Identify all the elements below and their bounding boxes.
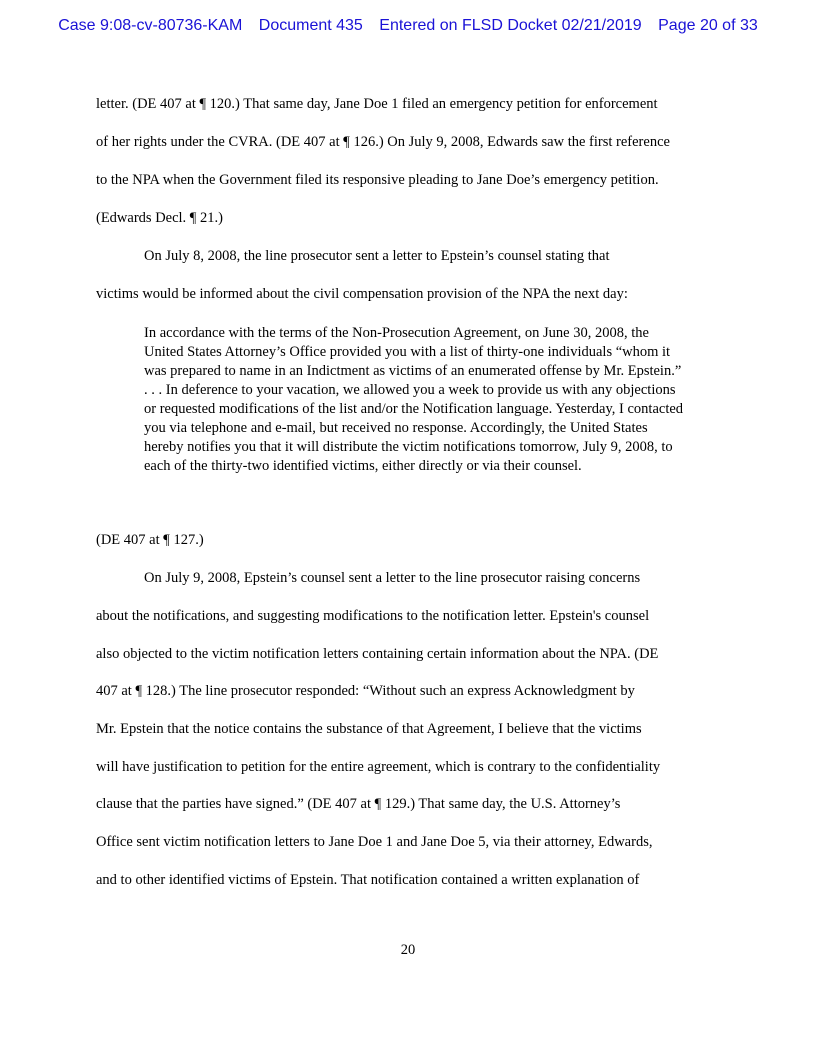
quote-citation: (DE 407 at ¶ 127.) (96, 532, 204, 548)
block-quote: In accordance with the terms of the Non-Prosecution Agreement, on June 30, 2008, the United States Attorney’s Office provided you with a list of thirty-one individuals “whom it was prepared to name in an Indictment as victims of an enumerated offense by Mr. Epstein.” . . . In deference to your vacation, we allowed you a week to provide us with any objections or requested modifications of the list and/or the Notification language. Yesterday, I contacted you via telephone and e-mail, but received no response. Accordingly, the United States hereby notifies you that it will distribute the victim notifications tomorrow, July 9, 2008, to each of the thirty-two identified victims, either directly or via their counsel. (144, 325, 684, 474)
text-line: letter. (DE 407 at ¶ 120.) That same day, Jane Doe 1 filed an emergency petition for enforcement (96, 96, 658, 112)
docket-header (0, 17, 816, 35)
text-line: will have justification to petition for the entire agreement, which is contrary to the confidentiality (96, 759, 661, 775)
text-line: to the NPA when the Government filed its responsive pleading to Jane Doe’s emergency petition. (96, 172, 659, 188)
text-line: of her rights under the CVRA. (DE 407 at ¶ 126.) On July 9, 2008, Edwards saw the first reference (96, 134, 670, 150)
text-line: and to other identified victims of Epstein. That notification contained a written explanation of (96, 872, 640, 888)
page-indicator: Page 20 of 33 (658, 17, 758, 34)
text-line: 407 at ¶ 128.) The line prosecutor responded: “Without such an express Acknowledgment by (96, 683, 635, 699)
page-number: 20 (400, 942, 416, 958)
document-number: Document 435 (258, 17, 363, 34)
text-line: On July 9, 2008, Epstein’s counsel sent a letter to the line prosecutor raising concerns (144, 570, 641, 586)
text-line: Mr. Epstein that the notice contains the substance of that Agreement, I believe that the victims (96, 721, 642, 737)
text-line: about the notifications, and suggesting modifications to the notification letter. Epstein's counsel (96, 608, 650, 624)
text-line: victims would be informed about the civil compensation provision of the NPA the next day: (96, 286, 628, 302)
text-line: On July 8, 2008, the line prosecutor sent a letter to Epstein’s counsel stating that (144, 248, 610, 264)
case-number: Case 9:08-cv-80736-KAM (58, 17, 243, 34)
text-line: Office sent victim notification letters to Jane Doe 1 and Jane Doe 5, via their attorney, Edwards, (96, 834, 653, 850)
docket-entry: Entered on FLSD Docket 02/21/2019 (379, 17, 642, 34)
text-line: clause that the parties have signed.” (DE 407 at ¶ 129.) That same day, the U.S. Attorney’s (96, 796, 621, 812)
text-line: (Edwards Decl. ¶ 21.) (96, 210, 223, 226)
text-line: also objected to the victim notification letters containing certain information about the NPA. (DE (96, 646, 659, 662)
